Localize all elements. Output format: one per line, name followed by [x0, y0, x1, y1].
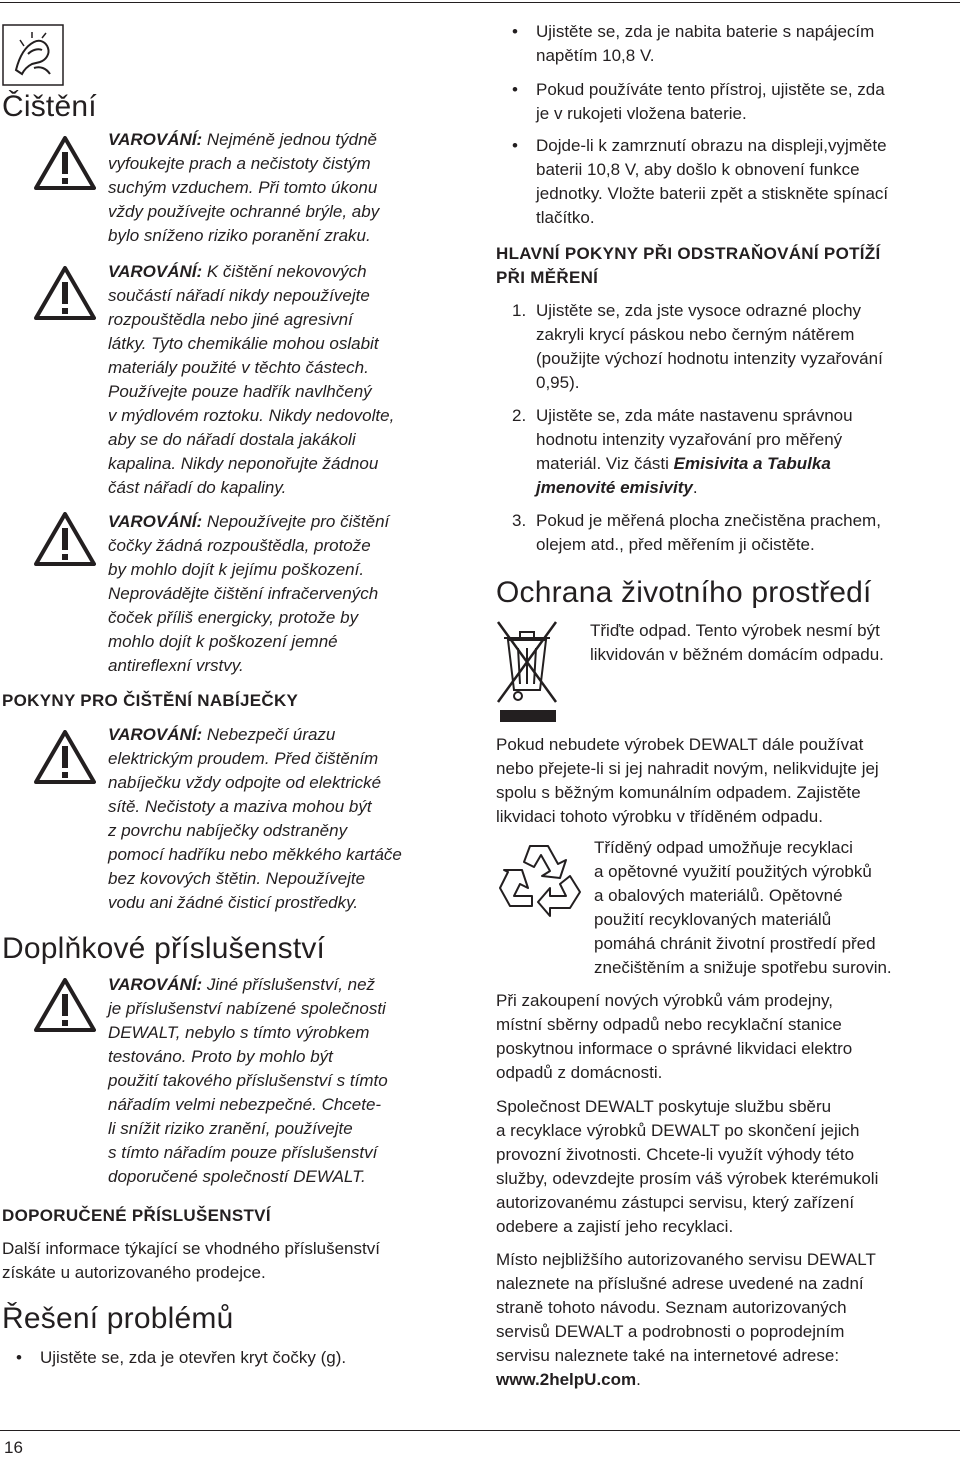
warning-no-solvents: VAROVÁNÍ: K čištění nekovových součástí nářadí nikdy nepoužívejte rozpouštědla nebo jiné agresivní látky. Tyto chemikálie mohou oslabit materiály použité v těchto částech. Používejte pouze hadřík navlhčený v mýdlovém roztoku. Nikdy nedovolte, aby se do nářadí dostala jakákoli kapalina. Nikdy neponořujte žádnou část nářadí do kapaliny. [108, 262, 395, 497]
warning-icon [34, 730, 96, 784]
cleaning-title: Čištění [2, 90, 97, 123]
recommended-accessories-heading: DOPORUČENÉ PŘÍSLUŠENSTVÍ [2, 1206, 271, 1225]
recycle-icon [496, 838, 582, 918]
warning-clean-blow: VAROVÁNÍ: Nejméně jednou týdně vyfoukejte prach a nečistoty čistým suchým vzduchem. Při tomto úkonu vždy používejte ochranné brýle, aby bylo sníženo riziko poranění zraku. [108, 130, 380, 245]
warning-icon [34, 512, 96, 566]
troubleshooting-title: Řešení problémů [2, 1302, 234, 1335]
crossed-bin-icon [496, 618, 560, 726]
warning-icon [34, 136, 96, 190]
warning-icon [34, 978, 96, 1032]
collection-service-paragraph: Společnost DEWALT poskytuje službu sběru a recyklace výrobků DEWALT po skončení jejich provozní životnosti. Chcete-li využít výhody této služby, odevzdejte prosím váš výrobek kterémukoli autorizovanému zástupci servisu, který zařízení odebere a zajistí jeho recyklaci. [496, 1097, 879, 1236]
website-link[interactable]: www.2helpU.com [496, 1370, 637, 1389]
footer-rule [0, 1430, 960, 1431]
measurement-troubleshooting-heading: HLAVNÍ POKYNY PŘI ODSTRAŇOVÁNÍ POTÍŽÍ PŘI MĚŘENÍ [496, 244, 881, 287]
sort-waste-text: Třiďte odpad. Tento výrobek nesmí být likvidován v běžném domácím odpadu. [590, 621, 884, 664]
warning-icon [34, 266, 96, 320]
page-number: 16 [4, 1438, 23, 1457]
warning-label: VAROVÁNÍ: [108, 262, 203, 281]
top-rule [0, 2, 960, 3]
accessories-title: Doplňkové příslušenství [2, 932, 326, 965]
warning-label: VAROVÁNÍ: [108, 512, 203, 531]
warning-lens-cleaning: VAROVÁNÍ: Nepoužívejte pro čištění čočky žádná rozpouštědla, protože by mohlo dojít k jejímu poškození. Neprovádějte čištění infračervených čoček příliš energicky, protože by mohlo dojít k poškození jemné antireflexní vrstvy. [108, 512, 390, 675]
warning-label: VAROVÁNÍ: [108, 130, 203, 149]
warning-charger-shock: VAROVÁNÍ: Nebezpečí úrazu elektrickým proudem. Před čištěním nabíječku vždy odpojte od elektrické sítě. Nečistoty a maziva mohou být z povrchu nabíječky odstraněny pomocí hadříku nebo měkkého kartáče bez kovových štětin. Nepoužívejte vodu ani žádné čisticí prostředky. [108, 725, 402, 912]
recycling-text: Tříděný odpad umožňuje recyklaci a opětovné využití použitých výrobků a obalových materiálů. Opětovné použití recyklovaných materiálů pomáhá chránit životní prostředí před znečištěním a snižuje spotřebu surovin. [594, 838, 892, 977]
cleaning-hands-icon [2, 24, 64, 86]
charger-cleaning-heading: POKYNY PRO ČIŠTĚNÍ NABÍJEČKY [2, 691, 299, 710]
warning-accessories: VAROVÁNÍ: Jiné příslušenství, než je příslušenství nabízené společnosti DEWALT, nebylo s tímto výrobkem testováno. Proto by mohlo být použití takového příslušenství s tímto nářadím velmi nebezpečné. Chcete- li snížit riziko zranění, používejte s tímto nářadím pouze příslušenství doporučené společností DEWALT. [108, 975, 388, 1186]
disposal-paragraph: Pokud nebudete výrobek DEWALT dále používat nebo přejete-li si jej nahradit novým, nelikvidujte jej spolu s běžným komunálním odpadem. Zajistěte likvidaci tohoto výrobku v tříděném odpadu. [496, 735, 879, 826]
recommended-accessories-text: Další informace týkající se vhodného příslušenství získáte u autorizovaného prodejce. [2, 1239, 380, 1282]
warning-label: VAROVÁNÍ: [108, 725, 203, 744]
environment-title: Ochrana životního prostředí [496, 576, 872, 609]
service-location-paragraph: Místo nejbližšího autorizovaného servisu DEWALT naleznete na příslušné adrese uvedené na zadní straně tohoto návodu. Seznam autorizovaných servisů DEWALT a podrobnosti o poprodejním servisu naleznete také na internetové adrese: www.2helpU.com. [496, 1250, 876, 1389]
purchase-info-paragraph: Při zakoupení nových výrobků vám prodejny, místní sběrny odpadů nebo recyklační stanice poskytnou informace o správné likvidaci elektro odpadů z domácnosti. [496, 991, 853, 1082]
warning-label: VAROVÁNÍ: [108, 975, 203, 994]
